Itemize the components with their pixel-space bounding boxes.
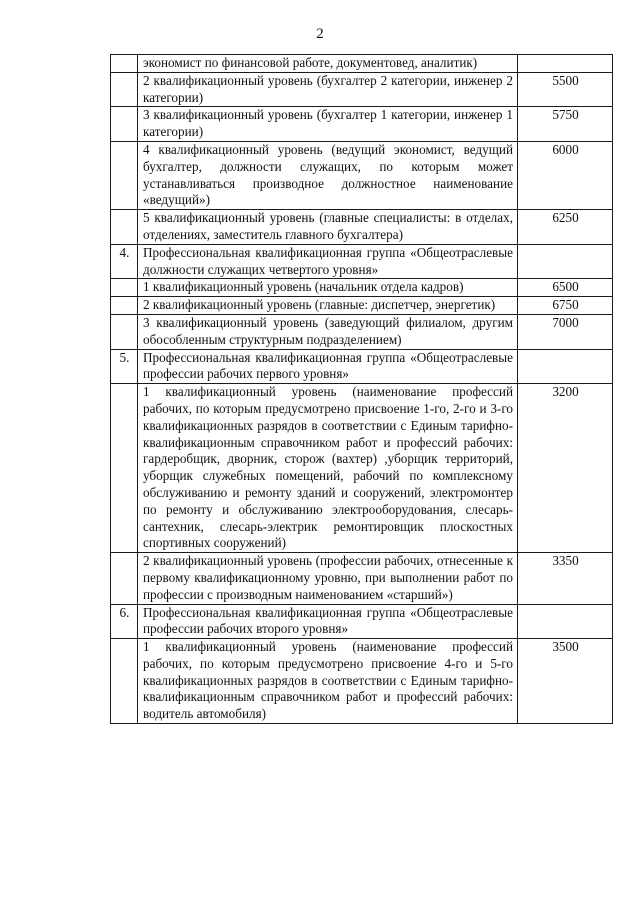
row-number: [111, 297, 138, 315]
salary-table: [110, 54, 613, 724]
row-number: [111, 55, 138, 73]
table-row: [111, 107, 613, 142]
table-row: [111, 279, 613, 297]
table-row: [111, 141, 613, 209]
row-salary: 6000: [518, 141, 613, 209]
row-description: 5 квалификационный уровень (главные специалисты: в отделах, отделениях, заместитель главного бухгалтера): [138, 210, 518, 245]
row-number: [111, 279, 138, 297]
row-salary: 7000: [518, 314, 613, 349]
row-salary: [518, 604, 613, 639]
row-salary: 5750: [518, 107, 613, 142]
row-description: 3 квалификационный уровень (заведующий филиалом, другим обособленным структурным подразделением): [138, 314, 518, 349]
page-number: 2: [316, 26, 324, 42]
row-salary: 3350: [518, 553, 613, 604]
row-salary: [518, 55, 613, 73]
row-number: 4.: [111, 244, 138, 279]
row-number: 6.: [111, 604, 138, 639]
row-number: 5.: [111, 349, 138, 384]
row-salary: 5500: [518, 72, 613, 107]
table-row: [111, 314, 613, 349]
row-salary: 6250: [518, 210, 613, 245]
row-salary: [518, 244, 613, 279]
table-row: [111, 349, 613, 384]
row-description: Профессиональная квалификационная группа «Общеотраслевые профессии рабочих первого уровня»: [138, 349, 518, 384]
row-description: 4 квалификационный уровень (ведущий экономист, ведущий бухгалтер, должности служащих, по которым может устанавливаться производное должностное наименование «ведущий»): [138, 141, 518, 209]
row-salary: 6750: [518, 297, 613, 315]
row-description: Профессиональная квалификационная группа «Общеотраслевые профессии рабочих второго уровня»: [138, 604, 518, 639]
table-row: [111, 244, 613, 279]
row-description: 2 квалификационный уровень (профессии рабочих, отнесенные к первому квалификационному уровню, при выполнении работ по профессии с производным наименованием «старший»): [138, 553, 518, 604]
row-number: [111, 72, 138, 107]
row-number: [111, 314, 138, 349]
table-row: [111, 639, 613, 724]
row-salary: 3500: [518, 639, 613, 724]
table-row: [111, 210, 613, 245]
row-description: 2 квалификационный уровень (главные: диспетчер, энергетик): [138, 297, 518, 315]
table-row: [111, 297, 613, 315]
row-description: 1 квалификационный уровень (наименование профессий рабочих, по которым предусмотрено присвоение 1-го, 2-го и 3-го квалификационных разрядов в соответствии с Единым тарифно-квалификационным справочником работ и профессий рабочих: гардеробщик, дворник, сторож (вахтер) ,уборщик территорий, уборщик служебных помещений, рабочий по комплексному обслуживанию и ремонту зданий и сооружений, электромонтер по ремонту и обслуживанию электрооборудования, слесарь-сантехник, слесарь-электрик ремонтировщик плоскостных спортивных сооружений): [138, 384, 518, 553]
table-row: [111, 384, 613, 553]
row-salary: [518, 349, 613, 384]
table-row: [111, 72, 613, 107]
row-salary: 3200: [518, 384, 613, 553]
row-description: Профессиональная квалификационная группа «Общеотраслевые должности служащих четвертого уровня»: [138, 244, 518, 279]
row-number: [111, 107, 138, 142]
row-description: 2 квалификационный уровень (бухгалтер 2 категории, инженер 2 категории): [138, 72, 518, 107]
row-number: [111, 553, 138, 604]
row-description: 3 квалификационный уровень (бухгалтер 1 категории, инженер 1 категории): [138, 107, 518, 142]
table-row: [111, 55, 613, 73]
table-row: [111, 604, 613, 639]
row-number: [111, 639, 138, 724]
row-description: 1 квалификационный уровень (начальник отдела кадров): [138, 279, 518, 297]
row-number: [111, 210, 138, 245]
row-number: [111, 384, 138, 553]
row-number: [111, 141, 138, 209]
table-row: [111, 553, 613, 604]
row-description: экономист по финансовой работе, документовед, аналитик): [138, 55, 518, 73]
row-salary: 6500: [518, 279, 613, 297]
row-description: 1 квалификационный уровень (наименование профессий рабочих, по которым предусмотрено присвоение 4-го и 5-го квалификационных разрядов в соответствии с Единым тарифно-квалификационным справочником работ и профессий рабочих: водитель автомобиля): [138, 639, 518, 724]
